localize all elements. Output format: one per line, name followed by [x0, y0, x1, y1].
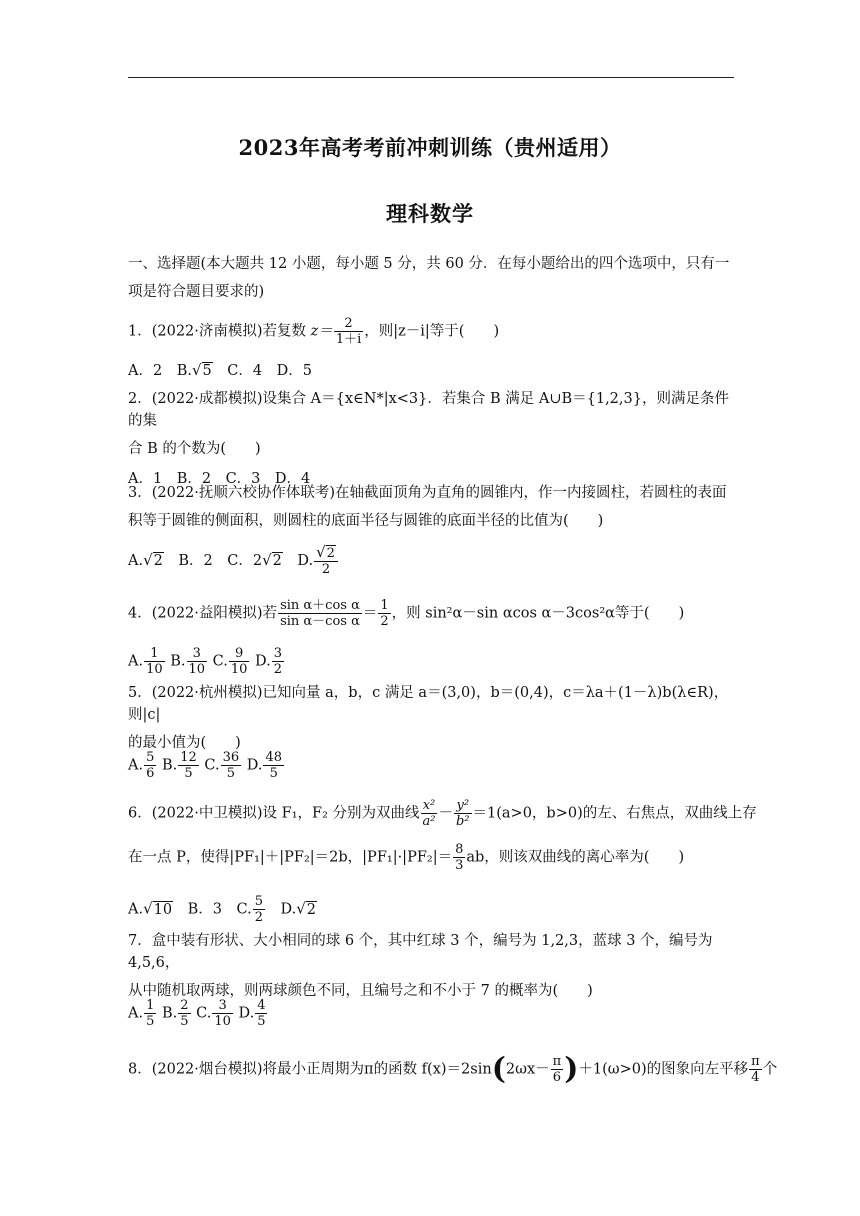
question-8: 8．(2022·烟台模拟)将最小正周期为π的函数 f(x)＝2sin(2ωx－ $\frac{\pi}{6}$ )＋1(ω>0)的图象向左平移 $\frac{\pi}{4}$ 个	[128, 1051, 778, 1087]
fraction: $\frac{3}{10}$	[214, 998, 231, 1029]
fraction: $\frac{9}{10}$	[230, 646, 248, 677]
fraction: $\frac{\text{x²}}{\text{a²}}$	[422, 798, 436, 829]
fraction: $\frac{1}{10}$	[146, 646, 163, 677]
question-7-options: A. $\frac{1}{5}$ B. $\frac{2}{5}$ C. $\frac{3}{10}$ D. $\frac{4}{5}$	[128, 998, 266, 1029]
paren-right-icon: )	[564, 1051, 579, 1087]
fraction: $\frac{12}{5}$	[180, 750, 197, 781]
question-6-line2: 在一点 P，使得|PF₁|＋|PF₂|＝2b，|PF₁|·|PF₂|＝ $\frac{8}{3}$ ab，则该双曲线的离心率为( )	[128, 842, 685, 873]
paren-left-icon: (	[491, 1051, 506, 1087]
fraction: $\frac{5}{6}$	[146, 750, 155, 781]
question-1-options: A．2 B.√5 C．4 D．5	[128, 361, 312, 379]
sqrt-icon: √	[296, 899, 306, 918]
sqrt-icon: √	[191, 361, 202, 379]
sqrt-icon: √	[262, 551, 272, 569]
fraction: $\frac{\pi}{4}$	[751, 1054, 760, 1085]
question-2-options: A．1 B．2 C．3 D．4	[128, 471, 311, 487]
fraction: $\frac{48}{5}$	[265, 750, 283, 781]
fraction: $\frac{\text{y²}}{\text{b²}}$	[455, 798, 470, 829]
question-7: 7．盒中装有形状、大小相同的球 6 个，其中红球 3 个，编号为 1,2,3，蓝球 3 个，编号为 4,5,6， 从中随机取两球，则两球颜色不同，且编号之和不小于 7 的概率为( )	[128, 933, 713, 999]
fraction: $\frac{5}{2}$	[254, 894, 263, 925]
fraction: $\frac{\pi}{6}$	[552, 1054, 562, 1085]
fraction: $\frac{2}{5}$	[180, 998, 189, 1029]
page-title: 2023年高考考前冲刺训练（贵州适用）	[238, 135, 622, 160]
question-5-options: A. $\frac{5}{6}$ B. $\frac{12}{5}$ C. $\frac{36}{5}$ D. $\frac{48}{5}$	[128, 750, 283, 781]
fraction: $\frac{8}{3}$	[455, 842, 464, 873]
fraction: $\frac{1}{2}$	[380, 598, 389, 629]
question-3-options: A.√2 B．2 C．2√2 D. $\frac{√2}{2}$	[128, 545, 748, 577]
fraction: $\frac{\text{sin α＋cos α}}{\text{sin α－cos α}}$	[280, 598, 360, 629]
fraction: $\frac{2}{1+i}$	[335, 316, 362, 347]
question-6: 6．(2022·中卫模拟)设 F₁，F₂ 分别为双曲线 $\frac{\text{x²}}{\text{a²}}$ － $\frac{\text{y²}}{\text{b²}}$ ＝1(a>0，b>0)的左、右焦点，双曲线上存	[128, 798, 757, 829]
sqrt-icon: √	[143, 899, 153, 918]
fraction: $\frac{4}{5}$	[257, 998, 266, 1029]
question-3: 3．(2022·抚顺六校协作体联考)在轴截面顶角为直角的圆锥内，作一内接圆柱，若圆柱的表面 积等于圆锥的侧面积，则圆柱的底面半径与圆锥的底面半径的比值为( )	[128, 485, 727, 529]
sqrt-icon: √	[143, 551, 153, 569]
fraction: $\frac{3}{10}$	[188, 646, 206, 677]
section-intro: 一、选择题(本大题共 12 小题，每小题 5 分，共 60 分．在每小题给出的四个选项中，只有一 项是符合题目要求的)	[128, 256, 730, 300]
question-2: 2．(2022·成都模拟)设集合 A＝{x∈N*|x<3}．若集合 B 满足 A∪B＝{1,2,3}，则满足条件的集 合 B 的个数为( ) A．1 B．2 C．3 D．4	[128, 388, 734, 490]
page-subtitle: 理科数学	[386, 201, 474, 226]
fraction: $\frac{√2}{2}$	[314, 545, 338, 577]
question-4-options: A. $\frac{1}{10}$ B. $\frac{3}{10}$ C. $\frac{9}{10}$ D. $\frac{3}{2}$	[128, 646, 283, 677]
fraction: $\frac{3}{2}$	[273, 646, 283, 677]
sqrt-icon: √	[316, 543, 326, 561]
question-5: 5．(2022·杭州模拟)已知向量 a，b，c 满足 a＝(3,0)，b＝(0,4)，c＝λa＋(1－λ)b(λ∈R)，则|c| 的最小值为( )	[128, 685, 729, 751]
question-4: 4．(2022·益阳模拟)若 $\frac{\text{sin α＋cos α}}{\text{sin α－cos α}}$ ＝ $\frac{1}{2}$ ，则 sin²α－sin αcos α－3cos²α等于( )	[128, 598, 685, 629]
fraction: $\frac{36}{5}$	[222, 750, 240, 781]
fraction: $\frac{1}{5}$	[146, 998, 155, 1029]
question-1: 1．(2022·济南模拟)若复数 z＝ $\frac{2}{1+i}$ ，则|z－i|等于( )	[128, 316, 500, 347]
question-6-options: A.√10 B．3 C. $\frac{5}{2}$ D.√2	[128, 894, 316, 925]
header-rule	[128, 77, 734, 78]
